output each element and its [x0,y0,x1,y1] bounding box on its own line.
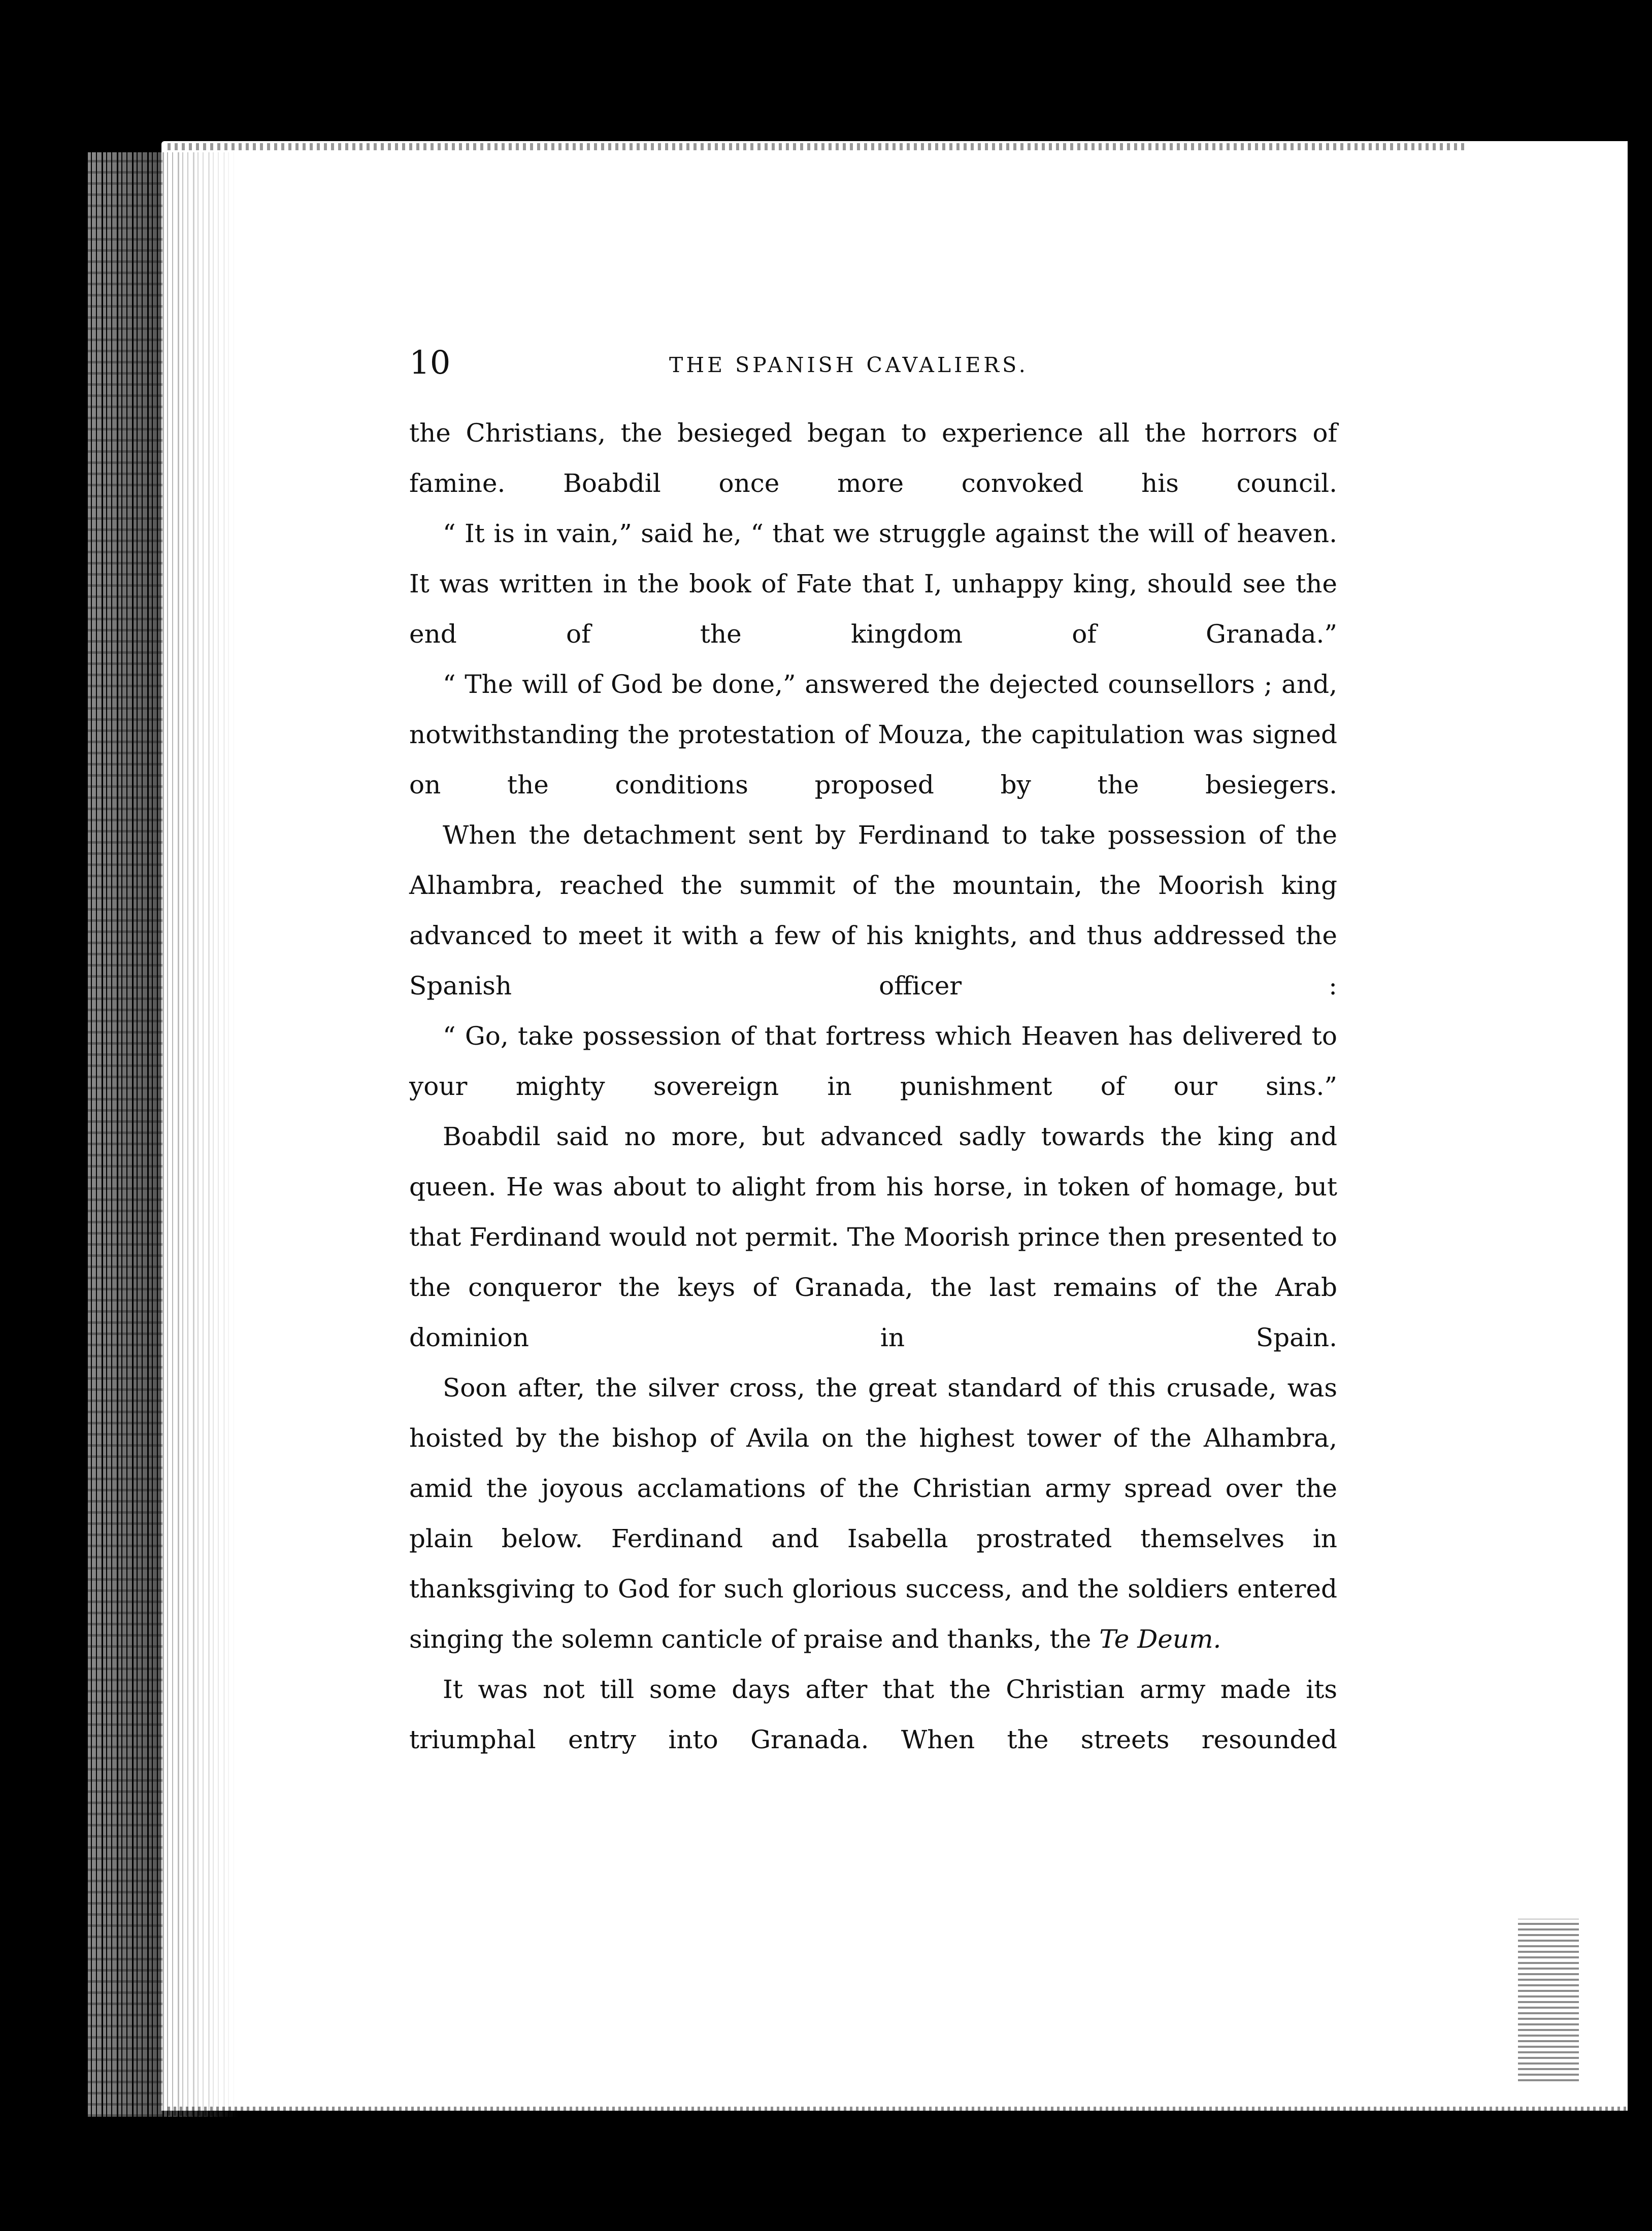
paragraph: Boabdil said no more, but advanced sadly towards the king and queen. He was about to alight from his horse, in token of homage, but that Ferdinand would not permit. The Moorish prince then presented to the conqueror the keys of Granada, the last remains of the Arab dominion in Spain. [409,1122,1337,1352]
binding-speckle [86,152,162,2117]
paragraph: It was not till some days after that the Christian army made its triumphal entry into Granada. When the streets resounded [409,1675,1337,1754]
paragraph: “ Go, take possession of that fortress which Heaven has delivered to your mighty sovereign in punishment of our sins.” [409,1021,1337,1101]
page-text [409,340,1337,1765]
paragraph [409,1363,1337,1664]
paragraph: “ The will of God be done,” answered the dejected counsellors ; and, notwithstanding the protestation of Mouza, the capitulation was signed on the conditions proposed by the besiegers. [409,670,1337,800]
top-page-edge [168,143,1467,150]
paragraph: “ It is in vain,” said he, “ that we struggle against the will of heaven. It was written in the book of Fate that I, unhappy king, should see the end of the kingdom of Granada.” [409,519,1337,649]
bottom-page-edge [168,2107,1630,2116]
paragraph: When the detachment sent by Ferdinand to take possession of the Alhambra, reached the summit of the mountain, the Moorish king advanced to meet it with a few of his knights, and thus addressed the Spanish officer : [409,820,1337,1001]
ink-smudge [1518,1919,1579,2081]
italic-title: Te Deum. [1099,1624,1221,1654]
running-title: THE SPANISH CAVALIERS. [669,353,1029,377]
running-head [409,340,1337,386]
paragraph: the Christians, the besieged began to experience all the horrors of famine. Boabdil once more convoked his council. [409,418,1337,498]
paragraph-text: Soon after, the silver cross, the great standard of this crusade, was hoisted by the bishop of Avila on the highest tower of the Alhambra, amid the joyous acclamations of the Christian army spread over the plain below. Ferdinand and Isabella prostrated themselves in thanksgiving to God for such glorious success, and the soldiers entered singing the solemn canticle of praise and thanks, the [409,1373,1337,1654]
page-number: 10 [409,344,451,382]
